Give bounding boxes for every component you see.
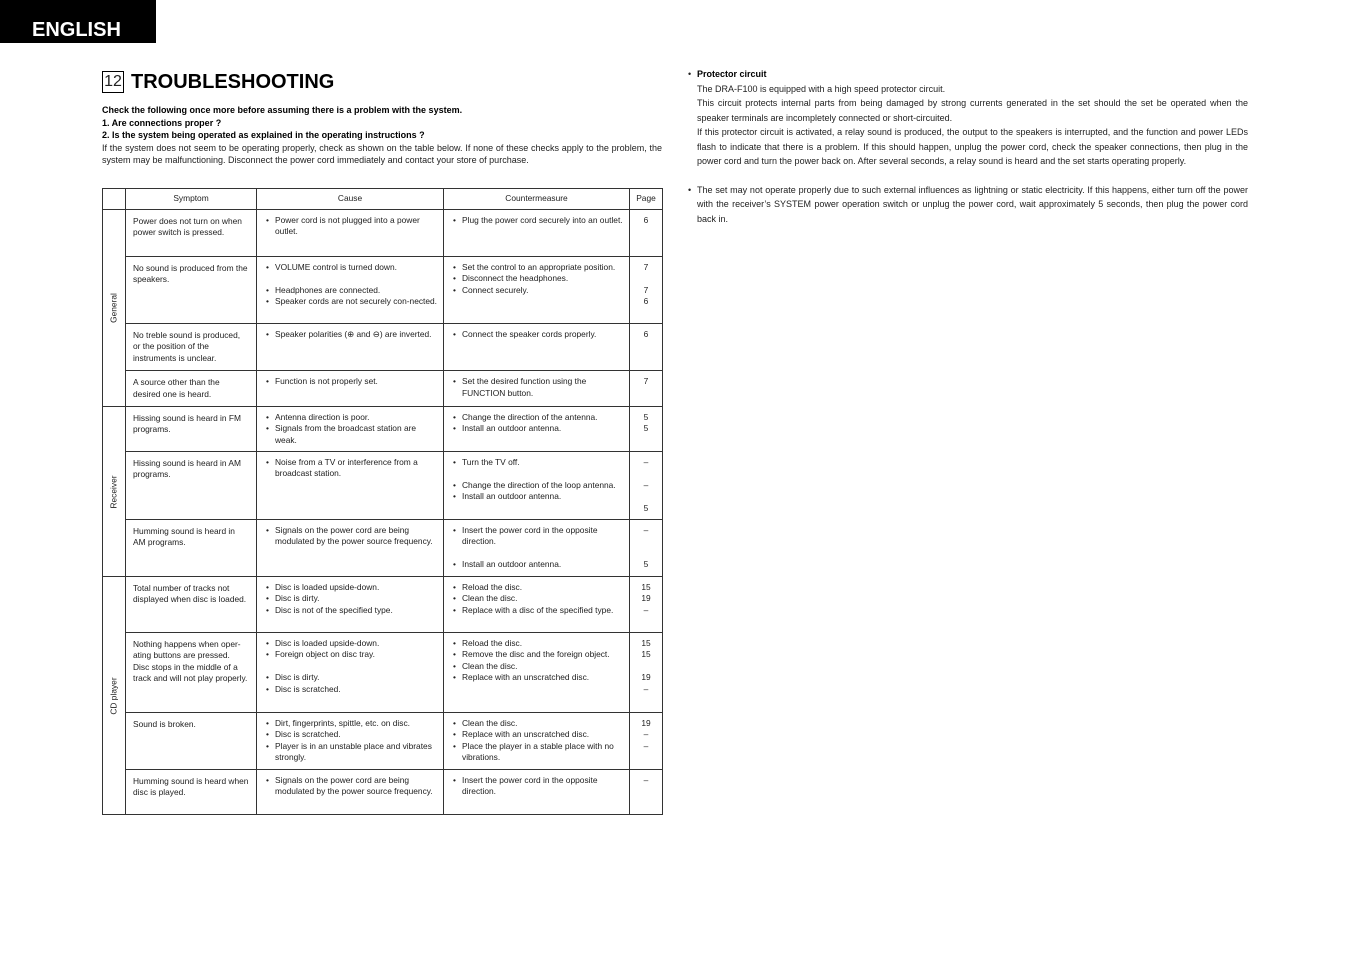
language-tab <box>0 0 156 43</box>
protector-paragraph-2: This circuit protects internal parts from being damaged by strong currents generated in the set should the set be operated when the speaker terminals are incompletely connected or short-circuited. <box>697 98 1248 123</box>
table-row <box>103 713 663 770</box>
section-heading <box>102 70 662 94</box>
symptom-cell: Total number of tracks not displayed when disc is loaded. <box>126 577 257 633</box>
protector-paragraph-1: The DRA-F100 is equipped with a high speed protector circuit. <box>697 83 946 94</box>
symptom-cell: Hissing sound is heard in FM programs. <box>126 407 257 452</box>
header-cause: Cause <box>257 189 444 210</box>
intro-body: If the system does not seem to be operating properly, check as shown on the table below. If none of these checks apply to the problem, the system may be malfunctioning. Disconnect the power cord immediately and contact your store of purchase. <box>102 142 662 165</box>
troubleshooting-section <box>102 70 662 167</box>
symptom-cell: No treble sound is produced, or the position of the instruments is unclear. <box>126 324 257 371</box>
cause-cell: • Dirt, fingerprints, spittle, etc. on disc. • Disc is scratched. • Player is in an unstable place and vibrates strongly. <box>257 713 444 770</box>
external-influence-note <box>688 183 1248 227</box>
table-row <box>103 770 663 815</box>
table-row <box>103 371 663 407</box>
symptom-cell: Humming sound is heard when disc is played. <box>126 770 257 815</box>
group-general <box>103 210 126 407</box>
protector-paragraph-3: If this protector circuit is activated, a relay sound is produced, the output to the speakers is interrupted, and the function and power LEDs flash to indicate that there is a problem. If this should happen, unplug the power cord, check the speaker connections, then plug in the power cord and turn the power back on. After several seconds, a relay sound is heard and the set starts operating properly. <box>697 127 1248 166</box>
table-row <box>103 257 663 324</box>
symptom-cell: Hissing sound is heard in AM programs. <box>126 452 257 520</box>
countermeasure-cell: • Reload the disc. • Remove the disc and the foreign object. • Clean the disc. • Replace with an unscratched disc. <box>444 633 630 713</box>
symptom-text: Disc stops in the middle of a track and will not play properly. <box>133 661 248 684</box>
troubleshooting-table <box>102 188 663 815</box>
countermeasure-cell: • Insert the power cord in the opposite direction. <box>444 770 630 815</box>
cause-cell: • Signals on the power cord are being modulated by the power source frequency. <box>257 520 444 577</box>
bullet: • <box>688 69 692 79</box>
cause-cell: • Disc is loaded upside-down. • Disc is dirty. • Disc is not of the specified type. <box>257 577 444 633</box>
table-row <box>103 520 663 577</box>
intro-lead: Check the following once more before assuming there is a problem with the system. <box>102 105 463 115</box>
page-cell: 15 15 19 – <box>630 633 663 713</box>
page-cell: 15 19 – <box>630 577 663 633</box>
page-cell: 7 <box>630 371 663 407</box>
countermeasure-cell: • Insert the power cord in the opposite direction. • Install an outdoor antenna. <box>444 520 630 577</box>
symptom-cell: Power does not turn on when power switch is pressed. <box>126 210 257 257</box>
countermeasure-cell: • Change the direction of the antenna. • Install an outdoor antenna. <box>444 407 630 452</box>
section-title: TROUBLESHOOTING <box>131 70 335 93</box>
countermeasure-cell: • Turn the TV off. • Change the direction of the loop antenna. • Install an outdoor antenna. <box>444 452 630 520</box>
page-cell: 6 <box>630 210 663 257</box>
page-cell: 6 <box>630 324 663 371</box>
protector-note <box>688 67 1248 169</box>
symptom-cell: A source other than the desired one is heard. <box>126 371 257 407</box>
cause-cell: • Power cord is not plugged into a power outlet. <box>257 210 444 257</box>
table-row <box>103 210 663 257</box>
intro-check-2: 2. Is the system being operated as explained in the operating instructions ? <box>102 130 425 140</box>
protector-title: Protector circuit <box>697 69 767 79</box>
table-row <box>103 324 663 371</box>
language-label: ENGLISH <box>32 19 121 41</box>
page-cell: 5 5 <box>630 407 663 452</box>
countermeasure-cell: • Set the desired function using the FUNCTION button. <box>444 371 630 407</box>
header-countermeasure: Countermeasure <box>444 189 630 210</box>
section-number: 12 <box>102 71 124 93</box>
group-cd-player <box>103 577 126 815</box>
cause-cell: • Signals on the power cord are being modulated by the power source frequency. <box>257 770 444 815</box>
page-cell: – 5 <box>630 520 663 577</box>
page-cell: 19 – – <box>630 713 663 770</box>
cause-cell: • Speaker polarities (⊕ and ⊖) are inverted. <box>257 324 444 371</box>
countermeasure-cell: • Reload the disc. • Clean the disc. • Replace with a disc of the specified type. <box>444 577 630 633</box>
symptom-cell: Sound is broken. <box>126 713 257 770</box>
countermeasure-cell: • Plug the power cord securely into an outlet. <box>444 210 630 257</box>
group-label: CD player <box>108 676 119 715</box>
cause-cell: • Antenna direction is poor. • Signals from the broadcast station are weak. <box>257 407 444 452</box>
external-influence-text: The set may not operate properly due to such external influences as lightning or static electricity. If this happens, either turn off the power with the receiver’s SYSTEM power operation switch or unplug the power cord, wait approximately 5 seconds, then plug the power cord back in. <box>697 184 1248 224</box>
symptom-cell: No sound is produced from the speakers. <box>126 257 257 324</box>
group-label: General <box>108 293 119 323</box>
bullet: • <box>688 184 692 195</box>
cause-cell: • Function is not properly set. <box>257 371 444 407</box>
notes-column <box>688 67 1248 226</box>
cause-cell: • VOLUME control is turned down. • Headphones are connected. • Speaker cords are not securely con-nected. <box>257 257 444 324</box>
header-page: Page <box>630 189 663 210</box>
group-receiver <box>103 407 126 577</box>
cause-cell: • Noise from a TV or interference from a broadcast station. <box>257 452 444 520</box>
countermeasure-cell: • Set the control to an appropriate position. • Disconnect the headphones. • Connect securely. <box>444 257 630 324</box>
group-label: Receiver <box>108 475 119 509</box>
page-cell: – – 5 <box>630 452 663 520</box>
countermeasure-cell: • Connect the speaker cords properly. <box>444 324 630 371</box>
table-row <box>103 633 663 713</box>
symptom-cell <box>126 633 257 713</box>
countermeasure-cell: • Clean the disc. • Replace with an unscratched disc. • Place the player in a stable place with no vibrations. <box>444 713 630 770</box>
table-header-row <box>103 189 663 210</box>
header-symptom: Symptom <box>126 189 257 210</box>
table-row <box>103 452 663 520</box>
page-cell: – <box>630 770 663 815</box>
table-row <box>103 577 663 633</box>
symptom-text: Nothing happens when oper-ating buttons are pressed. <box>133 639 241 661</box>
table-row <box>103 407 663 452</box>
header-group-cell <box>103 189 126 210</box>
page-cell: 7 7 6 <box>630 257 663 324</box>
symptom-cell: Humming sound is heard in AM programs. <box>126 520 257 577</box>
intro-check-1: 1. Are connections proper ? <box>102 117 222 128</box>
cause-cell: • Disc is loaded upside-down. • Foreign object on disc tray. • Disc is dirty. • Disc is scratched. <box>257 633 444 713</box>
intro-text <box>102 104 662 167</box>
